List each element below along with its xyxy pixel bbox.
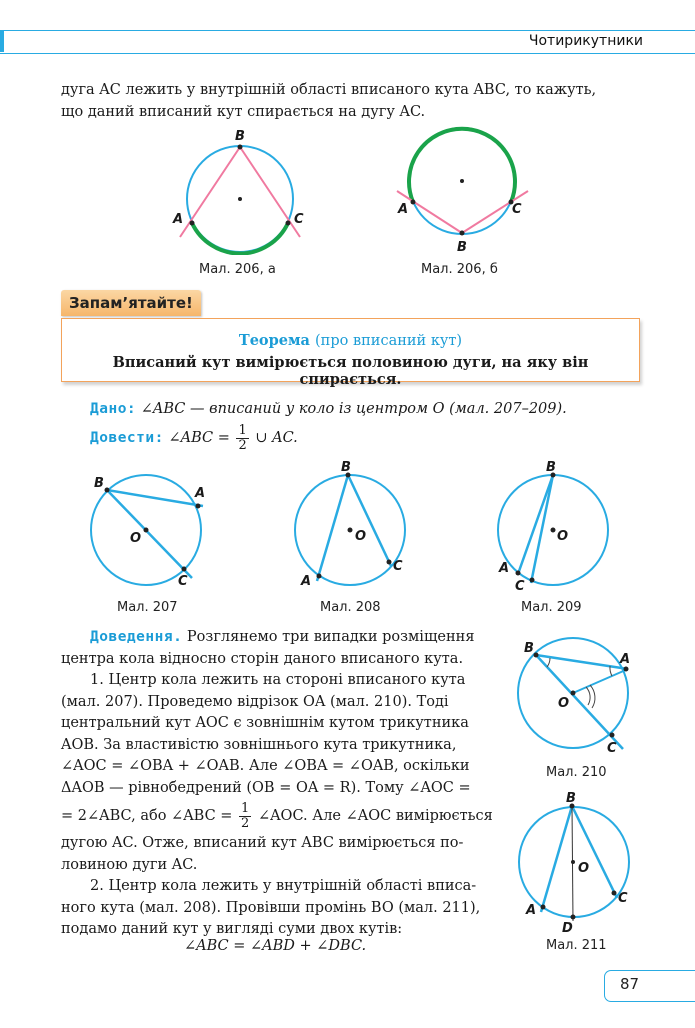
page-number-box	[604, 970, 695, 1002]
proof-line-9: = 2∠ABC, або ∠ABC = $\frac{1}{2}$ ∠AOC. Але ∠AOC вимірюється	[61, 800, 493, 831]
label-b: B	[341, 460, 351, 475]
label-c: C	[607, 741, 617, 756]
chord-bc	[348, 475, 391, 566]
header-accent	[0, 30, 4, 52]
segment-oa	[573, 669, 628, 693]
theorem-heading	[62, 332, 639, 349]
caption-210: Мал. 210	[546, 765, 607, 780]
intro-paragraph	[61, 80, 638, 123]
theorem-statement: Вписаний кут вимірюється половиною дуги, на яку він спирається.	[112, 354, 589, 388]
theorem-box	[61, 318, 640, 388]
label-a: A	[526, 903, 537, 918]
label-b: B	[524, 641, 534, 656]
intro-line-2: що даний вписаний кут спирається на дугу AC.	[61, 103, 426, 120]
arc-ac	[192, 223, 288, 254]
proof-formula: ∠ABC = ∠ABD + ∠DBC.	[184, 938, 367, 954]
arc-ac	[409, 129, 515, 202]
proof-label: Доведення.	[90, 629, 183, 645]
label-b: B	[566, 791, 576, 806]
figure-208	[285, 460, 415, 590]
center-dot	[238, 197, 242, 201]
theorem-title: Теорема	[238, 332, 310, 349]
angle-mark-o	[586, 687, 590, 705]
given-label: Дано:	[90, 401, 137, 417]
prove-line	[90, 422, 650, 454]
caption-211: Мал. 211	[546, 938, 607, 953]
caption-206a: Мал. 206, а	[199, 262, 276, 277]
label-o: O	[558, 696, 570, 711]
figure-209	[485, 460, 615, 590]
proof-fraction: $\frac{1}{2}$	[241, 800, 250, 831]
proof-line-12: 2. Центр кола лежить у внутрішній області вписа-	[90, 878, 477, 894]
center-dot	[551, 528, 556, 533]
given-line	[90, 399, 650, 421]
caption-206b: Мал. 206, б	[421, 262, 498, 277]
given-text: ∠ABC — вписаний у коло із центром O (мал. 207–209).	[140, 401, 567, 417]
figure-210	[510, 635, 640, 760]
label-c: C	[294, 212, 304, 227]
label-c: C	[178, 574, 188, 589]
label-b: B	[457, 240, 467, 255]
figure-206a	[170, 125, 310, 255]
figure-207	[80, 470, 210, 595]
proof-line-2: центра кола відносно сторін даного вписаного кута.	[61, 650, 464, 667]
theorem-subtitle: (про вписаний кут)	[315, 333, 463, 349]
proof-line-8: ΔAOB — рівнобедрений (OB = OA = R). Тому ∠AOC =	[61, 779, 471, 796]
center-dot	[571, 691, 576, 696]
ray-bc	[240, 147, 300, 237]
label-c: C	[393, 559, 403, 574]
center-dot	[348, 528, 353, 533]
proof-line-5: центральний кут AOC є зовнішнім кутом трикутника	[61, 715, 469, 731]
label-a: A	[301, 574, 312, 589]
label-o: O	[578, 861, 590, 876]
header-title: Чотирикутники	[528, 33, 643, 49]
label-a: A	[398, 202, 409, 217]
caption-208: Мал. 208	[320, 600, 381, 615]
label-a: A	[195, 486, 206, 501]
page-number: 87	[620, 975, 640, 993]
center-dot	[144, 528, 149, 533]
label-c: C	[515, 579, 525, 590]
label-a: A	[499, 561, 510, 576]
caption-207: Мал. 207	[117, 600, 178, 615]
prove-label: Довести:	[90, 430, 164, 446]
label-d: D	[562, 921, 573, 935]
proof-line-7: ∠AOC = ∠OBA + ∠OAB. Але ∠OBA = ∠OAB, оскільки	[61, 758, 470, 774]
label-o: O	[130, 531, 142, 546]
label-b: B	[546, 460, 556, 475]
caption-209: Мал. 209	[521, 600, 582, 615]
label-b: B	[94, 476, 104, 491]
center-dot	[571, 860, 575, 864]
label-o: O	[355, 529, 367, 544]
chord-ba	[541, 806, 572, 912]
intro-line-1: дуга AC лежить у внутрішній області вписаного кута ABC, то кажуть,	[61, 82, 597, 98]
proof-line-6: AOB. За властивістю зовнішнього кута трикутника,	[61, 736, 457, 753]
proof-line-1: Доведення. Розглянемо три випадки розміщення	[90, 629, 475, 645]
prove-left: ∠ABC =	[168, 430, 230, 446]
proof-line-4: (мал. 207). Проведемо відрізок OA (мал. 210). Тоді	[61, 693, 449, 710]
prove-right: ∪ AC.	[255, 430, 298, 446]
label-a: A	[620, 652, 631, 667]
label-b: B	[235, 129, 245, 144]
proof-line-10: дугою AC. Отже, вписаний кут ABC вимірюється по-	[61, 835, 464, 851]
proof-line-14: подамо даний кут у вигляді суми двох кутів:	[61, 921, 403, 937]
label-c: C	[618, 891, 628, 906]
ray-ba	[180, 147, 240, 237]
figure-211	[510, 790, 640, 935]
label-a: A	[173, 212, 184, 227]
remember-tab: Запам’ятайте!	[61, 290, 201, 316]
label-o: O	[557, 529, 569, 544]
angle-mark-b	[547, 658, 550, 667]
center-dot	[460, 179, 464, 183]
label-c: C	[512, 202, 522, 217]
proof-paragraph	[61, 627, 494, 941]
prove-fraction: $\frac{1}{2}$	[238, 422, 247, 453]
proof-line-13: ного кута (мал. 208). Провівши промінь BO (мал. 211),	[61, 899, 481, 916]
chord-ba	[317, 475, 348, 581]
figure-206b	[392, 125, 532, 255]
proof-line-11: ловиною дуги AC.	[61, 856, 198, 873]
proof-line-3: 1. Центр кола лежить на стороні вписаного кута	[90, 672, 466, 688]
